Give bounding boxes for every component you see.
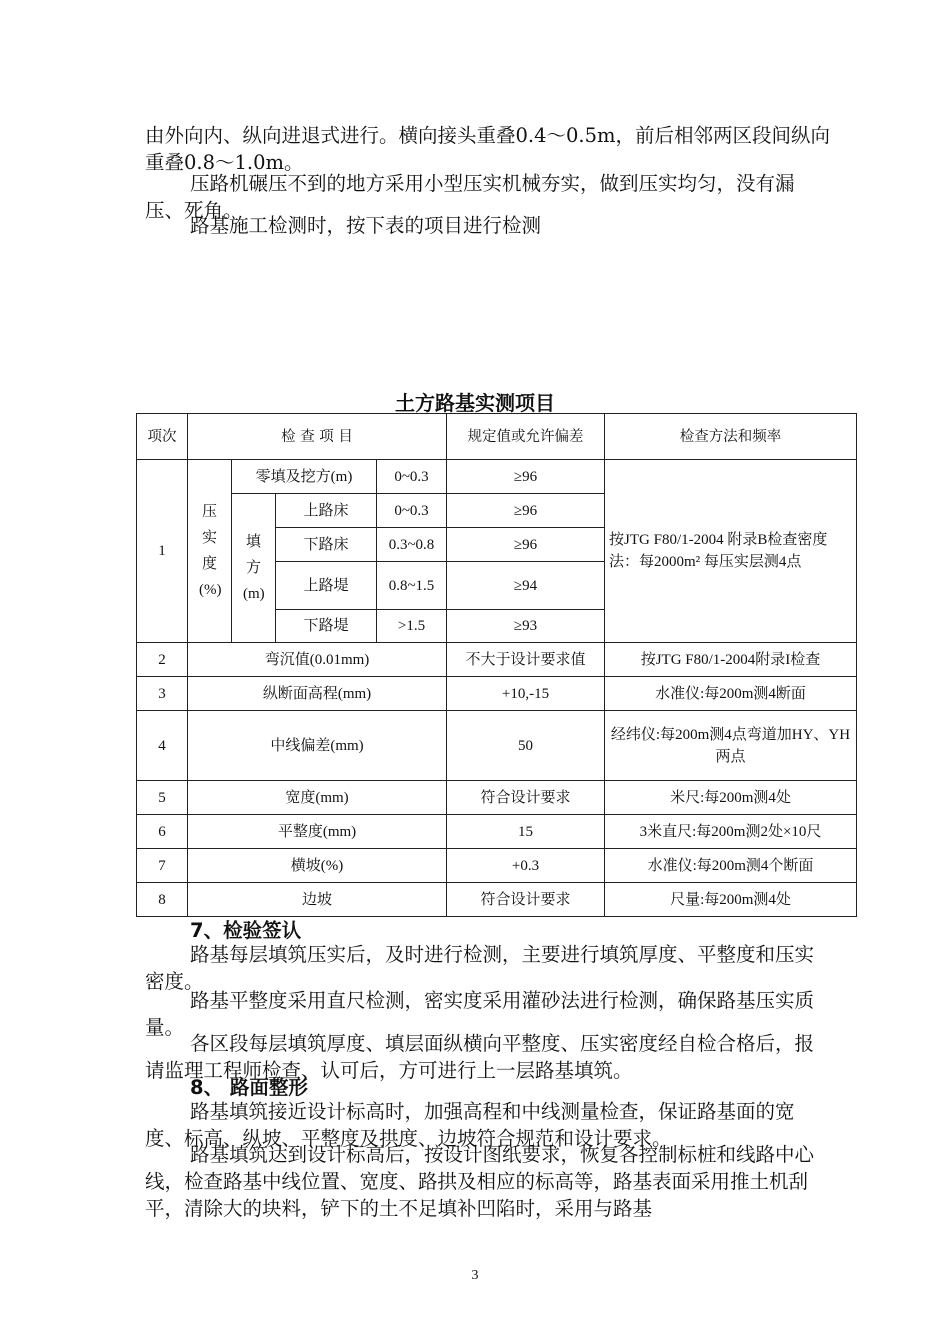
row-spec: 15 [447, 815, 605, 849]
depth-range: 0~0.3 [377, 494, 447, 528]
row-spec: +10,-15 [447, 677, 605, 711]
row-item: 中线偏差(mm) [188, 711, 447, 781]
row-spec: +0.3 [447, 849, 605, 883]
row-no: 3 [137, 677, 188, 711]
inspection-table [136, 413, 857, 917]
row-method: 按JTG F80/1-2004附录I检查 [605, 643, 857, 677]
row-item: 边坡 [188, 883, 447, 917]
row-no: 5 [137, 781, 188, 815]
sub-item-name: 下路床 [276, 528, 377, 562]
intro-paragraph-2: 压路机碾压不到的地方采用小型压实机械夯实，做到压实均匀，没有漏压、死角。 [145, 172, 795, 222]
depth-range: 0~0.3 [377, 460, 447, 494]
row-no: 4 [137, 711, 188, 781]
sub-item-name: 上路堤 [276, 562, 377, 610]
intro-paragraph-3: 路基施工检测时，按下表的项目进行检测 [190, 214, 542, 237]
row-no: 1 [137, 460, 188, 643]
table-row [137, 849, 857, 883]
spec-value: ≥96 [447, 494, 605, 528]
spec-value: ≥96 [447, 528, 605, 562]
row-spec: 50 [447, 711, 605, 781]
table-row [137, 711, 857, 781]
spec-value: ≥93 [447, 610, 605, 643]
table-row [137, 781, 857, 815]
depth-range: 0.3~0.8 [377, 528, 447, 562]
intro-paragraph-1: 由外向内、纵向进退式进行。横向接头重叠0.4～0.5m，前后相邻两区段间纵向重叠0.8～1.0m。 [145, 124, 831, 174]
header-method: 检查方法和频率 [605, 414, 857, 460]
fill-group-label: 填方(m) [232, 494, 276, 643]
header-item: 检 查 项 目 [188, 414, 447, 460]
row-method: 水准仪:每200m测4个断面 [605, 849, 857, 883]
row-method: 经纬仪:每200m测4点弯道加HY、YH两点 [605, 711, 857, 781]
row-no: 8 [137, 883, 188, 917]
table-row [137, 643, 857, 677]
row-item: 宽度(mm) [188, 781, 447, 815]
section-8-heading: 8、 路面整形 [190, 1076, 308, 1099]
sub-item-name: 下路堤 [276, 610, 377, 643]
table-title: 土方路基实测项目 [395, 391, 555, 415]
section-7-paragraph-3: 各区段每层填筑厚度、填层面纵横向平整度、压实密度经自检合格后，报请监理工程师检查、认可后，方可进行上一层路基填筑。 [145, 1032, 815, 1082]
row-spec: 不大于设计要求值 [447, 643, 605, 677]
row-method: 水准仪:每200m测4断面 [605, 677, 857, 711]
sub-item-name: 上路床 [276, 494, 377, 528]
sub-item-name: 零填及挖方(m) [232, 460, 377, 494]
depth-range: >1.5 [377, 610, 447, 643]
table-row [137, 815, 857, 849]
row-no: 7 [137, 849, 188, 883]
table-row [137, 883, 857, 917]
page-number: 3 [471, 1268, 479, 1283]
table-row [137, 460, 857, 494]
table-header-row [137, 414, 857, 460]
row-item: 平整度(mm) [188, 815, 447, 849]
header-no: 项次 [137, 414, 188, 460]
depth-range: 0.8~1.5 [377, 562, 447, 610]
section-7-paragraph-2: 路基平整度采用直尺检测，密实度采用灌砂法进行检测，确保路基压实质量。 [145, 989, 815, 1039]
section-7-paragraph-1: 路基每层填筑压实后，及时进行检测，主要进行填筑厚度、平整度和压实密度。 [145, 943, 815, 993]
row-spec: 符合设计要求 [447, 781, 605, 815]
section-7-heading: 7、检验签认 [190, 919, 302, 942]
row-no: 6 [137, 815, 188, 849]
header-spec: 规定值或允许偏差 [447, 414, 605, 460]
compaction-method: 按JTG F80/1-2004 附录B检查密度法：每2000m² 每压实层测4点 [605, 460, 857, 643]
spec-value: ≥94 [447, 562, 605, 610]
row-spec: 符合设计要求 [447, 883, 605, 917]
row-method: 米尺:每200m测4处 [605, 781, 857, 815]
row-item: 横坡(%) [188, 849, 447, 883]
section-8-paragraph-2: 路基填筑达到设计标高后，按设计图纸要求，恢复各控制标桩和线路中心线，检查路基中线位置、宽度、路拱及相应的标高等，路基表面采用推土机刮平，清除大的块料，铲下的土不足填补凹陷时，采用与路基 [145, 1143, 815, 1220]
row-no: 2 [137, 643, 188, 677]
row-item: 纵断面高程(mm) [188, 677, 447, 711]
section-8-paragraph-1: 路基填筑接近设计标高时，加强高程和中线测量检查，保证路基面的宽度、标高、纵坡、平整度及拱度、边坡符合规范和设计要求。 [145, 1100, 795, 1150]
table-row [137, 677, 857, 711]
spec-value: ≥96 [447, 460, 605, 494]
row-item: 弯沉值(0.01mm) [188, 643, 447, 677]
compaction-group-label: 压实度(%) [188, 460, 232, 643]
row-method: 3米直尺:每200m测2处×10尺 [605, 815, 857, 849]
row-method: 尺量:每200m测4处 [605, 883, 857, 917]
